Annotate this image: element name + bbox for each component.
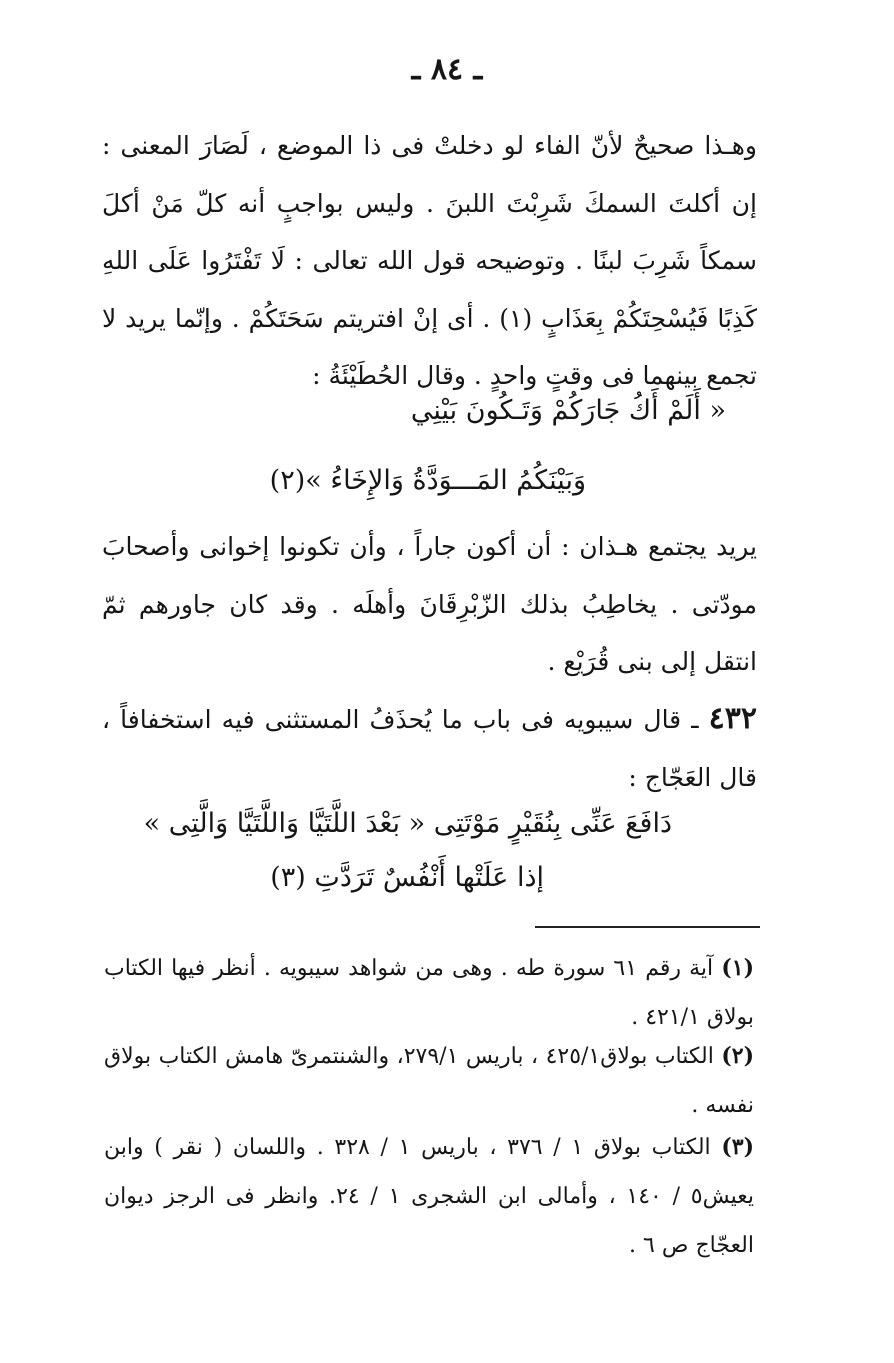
footnote-text: آية رقم ٦١ سورة طه . وهى من شواهد سيبويه . أنظر فيها الكتاب بولاق ٤٢١/١ .	[104, 956, 754, 1030]
verse-1-line-1: « أَلَمْ أَكُ جَارَكُمْ وَتَـكُونَ بَيْنِي	[410, 395, 726, 426]
footnote-number: (١)	[721, 955, 754, 981]
paragraph-1: وهـذا صحيحٌ لأنّ الفاء لو دخلتْ فى ذا الموضع ، لَصَارَ المعنى : إن أكلتَ السمكَ شَرِبْتَ اللبنَ . وليس بواجبٍ أنه كلّ مَنْ أكلَ سمكاً شَرِبَ لبنًا . وتوضيحه قول الله تعالى : لَا تَفْتَرُوا عَلَى اللهِ كَذِبًا فَيُسْحِتَكُمْ بِعَذَابٍ (١) . أى إنْ افتريتم سَحَتَكُمْ . وإنّما يريد لا تجمع بينهما فى وقتٍ واحدٍ . وقال الحُطَيْئَةُ :	[102, 131, 757, 390]
footnote-number: (٣)	[721, 1134, 754, 1160]
footnote-divider	[535, 926, 760, 928]
entry-432	[102, 690, 757, 806]
entry-text: ـ قال سيبويه فى باب ما يُحذَفُ المستثنى فيه استخفافاً ، قال العَجّاج :	[102, 705, 757, 792]
page-number: ـ ٨٤ ـ	[411, 52, 483, 87]
footnote-text: الكتاب بولاق٤٢٥/١ ، باريس ٢٧٩/١، والشنتمرىّ هامش الكتاب بولاق نفسه .	[104, 1044, 754, 1118]
footnote-number: (٢)	[721, 1043, 755, 1069]
paragraph-2: يريد يجتمع هـذان : أن أكون جاراً ، وأن تكونوا إخوانى وأصحابَ مودّتى . يخاطِبُ بذلك الزّبْرِقَانَ وأهلَه . وقد كان جاورهم ثمّ انتقل إلى بنى قُرَيْع .	[102, 532, 757, 676]
footnote-2	[104, 1032, 754, 1130]
footnote-3	[104, 1123, 754, 1270]
verse-2-line-2: إذا عَلَتْها أَنْفُسٌ تَرَدَّتِ (٣)	[270, 862, 544, 893]
verse-1-line-2: وَبَيْنَكُمُ المَـــوَدَّةُ وَالإِخَاءُ »(٢)	[269, 465, 586, 496]
footnote-1	[104, 944, 754, 1042]
footnote-text: الكتاب بولاق ١ / ٣٧٦ ، باريس ١ / ٣٢٨ . واللسان ( نقر ) وابن يعيش٥ / ١٤٠ ، وأمالى ابن الشجرى ١ / ٢٤. وانظر فى الرجز ديوان العجّاج ص ٦ .	[104, 1135, 754, 1258]
verse-2-line-1: دَافَعَ عَنِّى بِنُقَيْرٍ مَوْتَتِى « بَعْدَ اللَّتَيَّا وَاللَّتَيَّا وَالَّتِى »	[143, 808, 672, 839]
entry-number: ٤٣٢	[708, 701, 757, 736]
